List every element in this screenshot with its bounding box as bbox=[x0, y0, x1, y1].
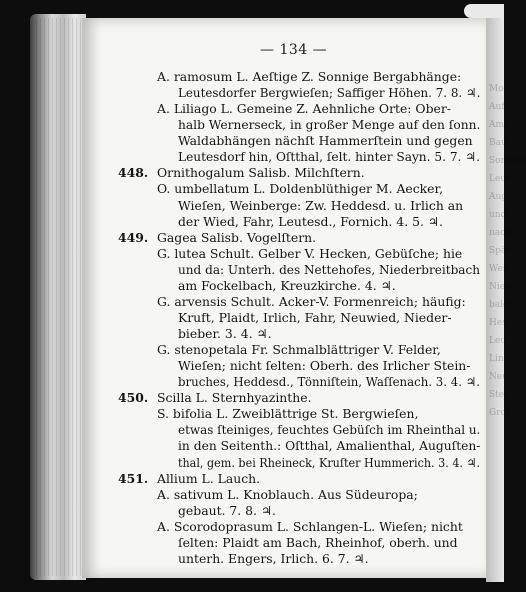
line-text: bieber. 3. 4. ♃. bbox=[178, 326, 272, 342]
line-text: Ornithogalum Salisb. Milchſtern. bbox=[157, 165, 365, 181]
line-text: A. sativum L. Knoblauch. Aus Südeuropa; bbox=[157, 486, 418, 502]
entry-number: 450. bbox=[118, 390, 149, 406]
line-text: A. Scorodoprasum L. Schlangen-L. Wieſen; nicht bbox=[157, 518, 463, 534]
line-text: O. umbellatum L. Doldenblüthiger M. Aecker, bbox=[157, 181, 444, 197]
line-text: G. arvensis Schult. Acker-V. Formenreich; häufig: bbox=[157, 293, 466, 309]
line-text: Wieſen; nicht ſelten: Oberh. des Irlicher Stein- bbox=[178, 358, 471, 374]
line-text: bruches, Heddesd., Tönniſtein, Waſſenach. 3. 4. ♃. bbox=[178, 374, 481, 390]
line-text: Allium L. Lauch. bbox=[157, 470, 261, 486]
entry-number: 451. bbox=[118, 470, 149, 486]
line-text: A. ramosum L. Aeſtige Z. Sonnige Bergabhänge: bbox=[157, 69, 462, 84]
line-text: unterh. Engers, Irlich. 6. 7. ♃. bbox=[178, 550, 369, 566]
line-text: in den Seitenth.: Oſtthal, Amalienthal, Auguſten- bbox=[178, 438, 481, 454]
line-text: thal, gem. bei Rheineck, Kruſter Hummerich. 3. 4. ♃. bbox=[178, 454, 481, 470]
entry-number: 448. bbox=[118, 165, 149, 181]
line-text: Wieſen, Weinberge: Zw. Heddesd. u. Irlich an bbox=[178, 197, 464, 213]
text-line bbox=[0, 550, 504, 568]
line-text: Kruft, Plaidt, Irlich, Fahr, Neuwied, Nieder- bbox=[178, 309, 452, 325]
line-text: Gagea Salisb. Vogelſtern. bbox=[157, 229, 317, 245]
next-page-ghost-text: Mos Auf Amp Bau Sonnige Leut Augen und nach Spät Wes Nied bald Hes Leu Lin Neu Stei Groß bbox=[489, 84, 526, 418]
line-text: am Fockelbach, Kreuzkirche. 4. ♃. bbox=[178, 277, 396, 293]
line-text: und da: Unterh. des Nettehofes, Niederbreitbach bbox=[178, 261, 481, 277]
line-text: G. lutea Schult. Gelber V. Hecken, Gebüſche; hie bbox=[157, 245, 463, 261]
line-text: A. Liliago L. Gemeine Z. Aehnliche Orte: Ober- bbox=[157, 101, 451, 117]
line-text: etwas ſteiniges, feuchtes Gebüſch im Rheinthal u. bbox=[178, 422, 481, 438]
line-text: Waldabhängen nächſt Hammerſtein und gegen bbox=[178, 133, 473, 149]
line-text: Scilla L. Sternhyazinthe. bbox=[157, 390, 312, 406]
line-text: S. bifolia L. Zweiblättrige St. Bergwieſen, bbox=[157, 406, 419, 422]
line-text: Leutesdorf hin, Oſtthal, ſelt. hinter Sayn. 5. 7. ♃. bbox=[178, 149, 481, 165]
line-text: ſelten: Plaidt am Bach, Rheinhof, oberh. und bbox=[178, 534, 458, 550]
entry-number: 449. bbox=[118, 229, 149, 245]
page-number: — 134 — bbox=[260, 42, 328, 58]
line-text: Leutesdorfer Bergwieſen; Saffiger Höhen. 7. 8. ♃. bbox=[178, 85, 481, 101]
line-text: der Wied, Fahr, Leutesd., Fornich. 4. 5. ♃. bbox=[178, 213, 443, 229]
line-text: halb Wernerseck, in großer Menge auf den ſonn. bbox=[178, 117, 481, 133]
line-text: G. stenopetala Fr. Schmalblättriger V. Felder, bbox=[157, 342, 441, 358]
line-text: gebaut. 7. 8. ♃. bbox=[178, 502, 276, 518]
